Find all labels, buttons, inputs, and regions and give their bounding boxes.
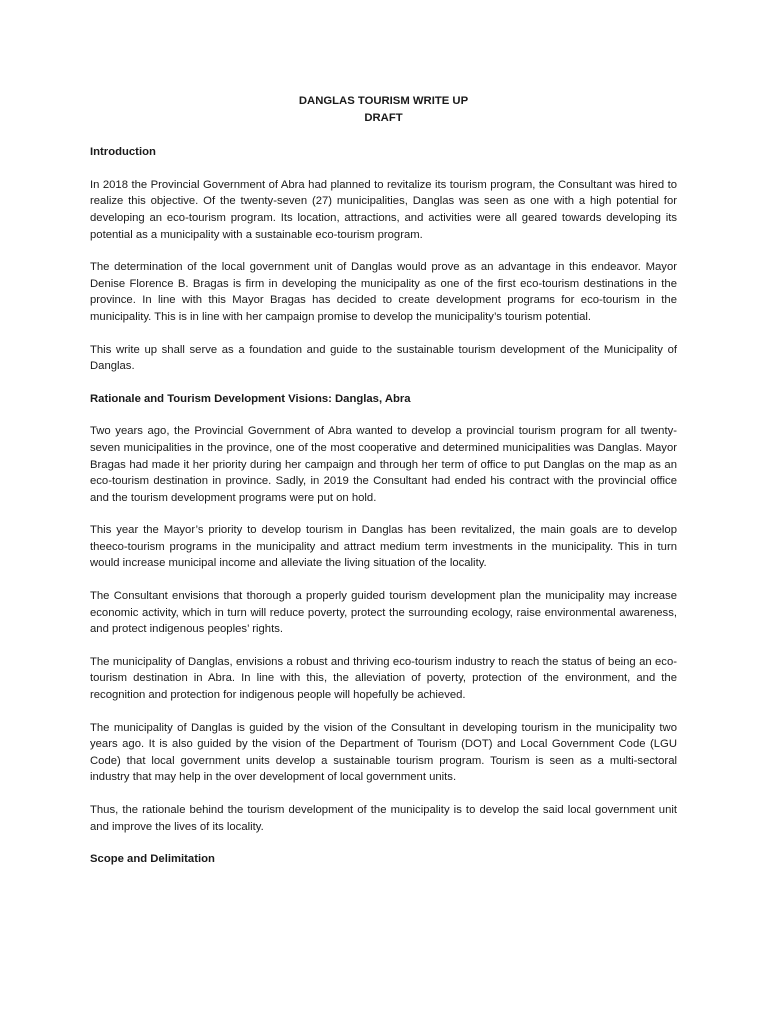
paragraph: This write up shall serve as a foundation and guide to the sustainable tourism development of the Municipality of Danglas. (90, 343, 677, 373)
paragraph: The Consultant envisions that thorough a properly guided tourism development plan the municipality may increase economic activity, which in turn will reduce poverty, protect the surrounding ecology, raise environmental awareness, and protect indigenous peoples’ rights. (90, 590, 677, 636)
document-title: DANGLAS TOURISM WRITE UP (298, 95, 469, 107)
paragraph: The municipality of Danglas, envisions a robust and thriving eco-tourism industry to reach the status of being an eco-tourism destination in Abra. In line with this, the alleviation of poverty, protection of the environment, and the recognition and protection for indigenous people will hopefully be achieved. (90, 655, 677, 702)
paragraph: The determination of the local government unit of Danglas would prove as an advantage in this endeavor. Mayor Denise Florence B. Bragas is firm in developing the municipality as one of the first eco-tourism destinations in the province. In line with this Mayor Bragas has decided to create development programs for eco-tourism in the municipality. This is in line with her campaign promise to develop the municipality’s tourism potential. (90, 261, 677, 323)
paragraph: The municipality of Danglas is guided by the vision of the Consultant in developing tourism in the municipality two years ago. It is also guided by the vision of the Department of Tourism (DOT) and Local Government Code (LGU Code) that local government units develop a sustainable tourism program. Tourism is seen as a multi-sectoral industry that may help in the over development of local government units. (90, 721, 677, 784)
paragraph: In 2018 the Provincial Government of Abra had planned to revitalize its tourism program, the Consultant was hired to realize this objective. Of the twenty-seven (27) municipalities, Danglas was seen as one with a high potential for developing an eco-tourism program. Its location, attractions, and activities were all geared towards developing its potential as a municipality with a sustainable eco-tourism program. (90, 178, 677, 241)
document-subtitle: DRAFT (364, 111, 403, 124)
paragraph: Thus, the rationale behind the tourism development of the municipality is to develop the said local government unit and improve the lives of its locality. (90, 804, 677, 833)
section-heading-rationale: Rationale and Tourism Development Visions: Danglas, Abra (90, 392, 411, 405)
paragraph: This year the Mayor’s priority to develop tourism in Danglas has been revitalized, the main goals are to develop theeco-tourism programs in the municipality and attract medium term investments in the municipality. This in turn would increase municipal income and alleviate the living situation of the locality. (90, 524, 677, 570)
paragraph: Two years ago, the Provincial Government of Abra wanted to develop a provincial tourism program for all twenty-seven municipalities in the province, one of the most cooperative and determined municipalities was Danglas. Mayor Bragas had made it her priority during her campaign and through her term of office to put Danglas on the map as an eco-tourism destination in province. Sadly, in 2019 the Consultant had ended his contract with the provincial office and the tourism development programs were put on hold. (90, 425, 677, 504)
document-body (90, 93, 677, 884)
section-heading-scope: Scope and Delimitation (90, 853, 215, 866)
section-heading-introduction: Introduction (90, 146, 156, 159)
